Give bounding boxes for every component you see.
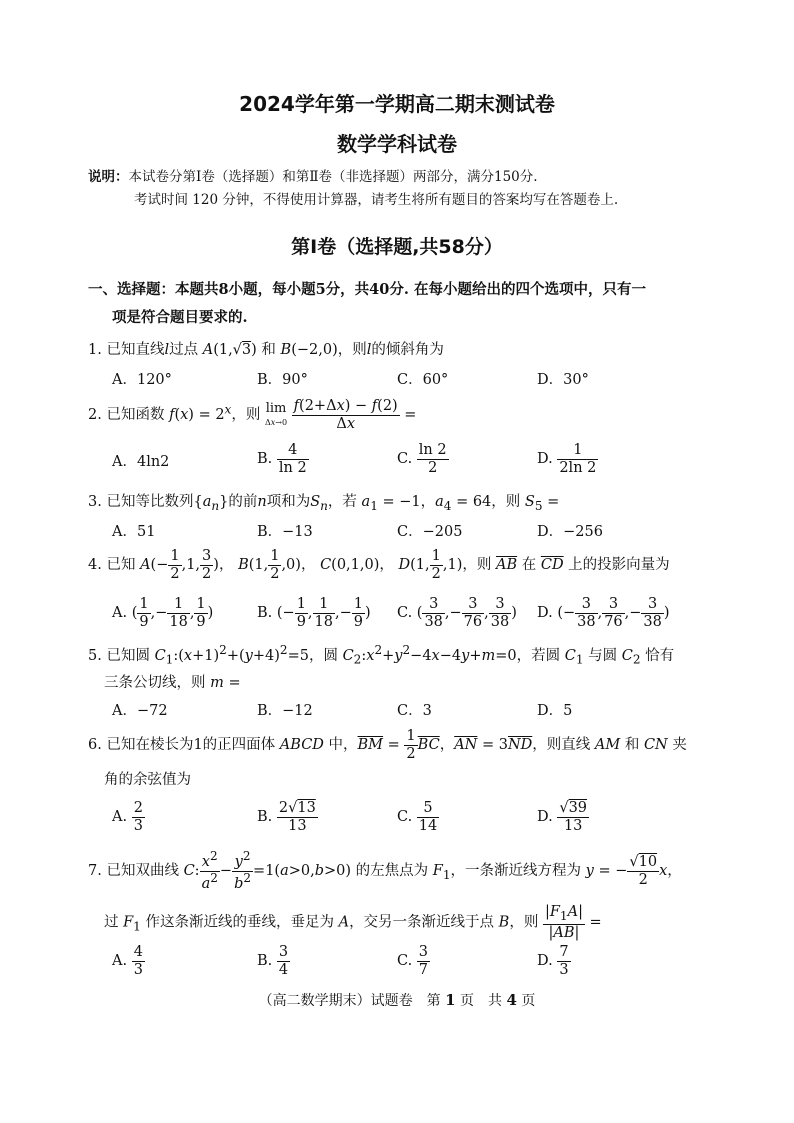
- instructions-label: 说明：: [88, 169, 129, 185]
- option-a[interactable]: A. ( $\frac{1}{9}$ ,− $\frac{1}{18}$ , $\frac{1}{9}$ ): [112, 596, 214, 630]
- option-b[interactable]: B．−13: [257, 524, 313, 540]
- exam-subtitle: 数学学科试卷: [337, 132, 457, 156]
- option-a[interactable]: A．120°: [112, 372, 172, 388]
- footer-prefix: （高二数学期末）试题卷 第: [258, 993, 441, 1009]
- option-d[interactable]: D. $\frac{1}{2\ln 2}$: [537, 442, 597, 476]
- question-number: 1.: [88, 342, 102, 358]
- question-6-line-2: 角的余弦值为: [104, 772, 191, 788]
- option-d[interactable]: D. (− $\frac{3}{38}$ , $\frac{3}{76}$ ,− $\frac{3}{38}$ ): [537, 596, 670, 630]
- footer-total-pages: 4: [506, 991, 517, 1009]
- option-c[interactable]: C. $\frac{5}{14}$: [397, 800, 438, 834]
- option-b[interactable]: B. (− $\frac{1}{9}$ , $\frac{1}{18}$ ,− $\frac{1}{9}$ ): [257, 596, 371, 630]
- option-a[interactable]: A．−72: [112, 703, 168, 719]
- question-number: 7.: [88, 863, 102, 879]
- footer-mid: 页 共: [460, 993, 502, 1009]
- option-b[interactable]: B. $\frac{4}{\ln 2}$: [257, 442, 307, 476]
- option-d[interactable]: D. $\frac{7}{3}$: [537, 944, 569, 978]
- option-a[interactable]: A．51: [112, 524, 156, 540]
- option-d[interactable]: D．30°: [537, 372, 589, 388]
- question-5-line-2: 三条公切线，则 m =: [104, 675, 241, 691]
- question-number: 3.: [88, 494, 102, 510]
- option-b[interactable]: B. $\frac{2√13}{13}$: [257, 800, 316, 834]
- option-c[interactable]: C. $\frac{\ln 2}{2}$: [397, 442, 447, 476]
- footer-page-number: 1: [445, 991, 456, 1009]
- option-a[interactable]: A．4ln2: [112, 454, 170, 470]
- question-4: 4. 已知 A(− $\frac{1}{2}$ ,1, $\frac{3}{2}$ )， B(1, $\frac{1}{2}$ ,0)， C(0,1,0)， D(1, $\frac{1}{2}$ ,1)，则 $\overline{AB}$ 在 $\overline{CD}$ 上的投影向量为: [88, 548, 670, 582]
- option-c[interactable]: C. ( $\frac{3}{38}$ ,− $\frac{3}{76}$ , $\frac{3}{38}$ ): [397, 596, 517, 630]
- section-heading-1: 一、选择题：本题共8小题，每小题5分，共40分. 在每小题给出的四个选项中，只有一: [88, 281, 646, 298]
- option-b[interactable]: B．−12: [257, 703, 313, 719]
- exam-title: 2024学年第一学期高二期末测试卷: [239, 92, 555, 116]
- question-number: 4.: [88, 557, 102, 574]
- option-a[interactable]: A. $\frac{4}{3}$: [112, 944, 143, 978]
- option-d[interactable]: D. $\frac{√39}{13}$: [537, 800, 588, 834]
- question-7-options: [112, 944, 692, 984]
- page-footer: [0, 990, 794, 1010]
- question-3: 3. 已知等比数列$\{a_n\}$的前n项和为$S_n$，若 $a_1 = -1$，$a_4 = 64$，则 $S_5$ =: [88, 494, 560, 513]
- question-number: 6.: [88, 737, 102, 754]
- question-4-options: [112, 596, 692, 636]
- option-d[interactable]: D．5: [537, 703, 573, 719]
- question-7: 7. 已知双曲线 C: $\frac{x^2}{a^2}$ − $\frac{y^2}{b^2}$ =1(a>0,b>0) 的左焦点为 $F_1$，一条渐近线方程为 y = − $\frac{√10}{2}$ x，: [88, 849, 682, 892]
- option-b[interactable]: B．90°: [257, 372, 308, 388]
- section-heading-2: 项是符合题目要求的.: [112, 309, 248, 326]
- instructions: [88, 165, 538, 185]
- option-c[interactable]: C. $\frac{3}{7}$: [397, 944, 429, 978]
- question-6-options: [112, 800, 692, 840]
- question-6: 6. 已知在棱长为1的正四面体 ABCD 中，$\overline{BM}$ = $\frac{1}{2}$ $\overline{BC}$，$\overline{AN} = 3\overline{ND}$，则直线 AM 和 CN 夹: [88, 728, 687, 762]
- section-title: 第Ⅰ卷（选择题,共58分）: [291, 236, 503, 258]
- instructions-line-2: 考试时间 120 分钟，不得使用计算器，请考生将所有题目的答案均写在答题卷上.: [134, 192, 619, 208]
- question-number: 2.: [88, 407, 102, 424]
- option-a[interactable]: A. $\frac{2}{3}$: [112, 800, 143, 834]
- question-7-line-2: 过 $F_1$ 作这条渐近线的垂线，垂足为 A，交另一条渐近线于点 B，则 $\frac{|F_1A|}{|AB|}$ =: [104, 904, 602, 941]
- option-c[interactable]: C．−205: [397, 524, 463, 540]
- question-5: 5. 已知圆 $C_1:(x+1)^2+(y+4)^2=5$，圆 $C_2:x^2+y^2-4x-4y+m=0$，若圆 $C_1$ 与圆 $C_2$ 恰有: [88, 643, 675, 667]
- option-d[interactable]: D．−256: [537, 524, 603, 540]
- question-1: 1. 已知直线l过点 A(1,√3) 和 B(−2,0)，则l的倾斜角为: [88, 342, 444, 358]
- instructions-line-1: 本试卷分第Ⅰ卷（选择题）和第Ⅱ卷（非选择题）两部分，满分150分.: [128, 169, 538, 185]
- option-b[interactable]: B. $\frac{3}{4}$: [257, 944, 289, 978]
- option-c[interactable]: C．60°: [397, 372, 449, 388]
- question-2: 2. 已知函数 $f(x) = 2^x$，则 lim Δx→0 $\frac{f(2+\Delta x) - f(2)}{\Delta x}$ =: [88, 398, 417, 432]
- question-number: 5.: [88, 647, 102, 664]
- question-2-options: [112, 442, 692, 482]
- footer-suffix: 页: [521, 993, 536, 1009]
- option-c[interactable]: C．3: [397, 703, 432, 719]
